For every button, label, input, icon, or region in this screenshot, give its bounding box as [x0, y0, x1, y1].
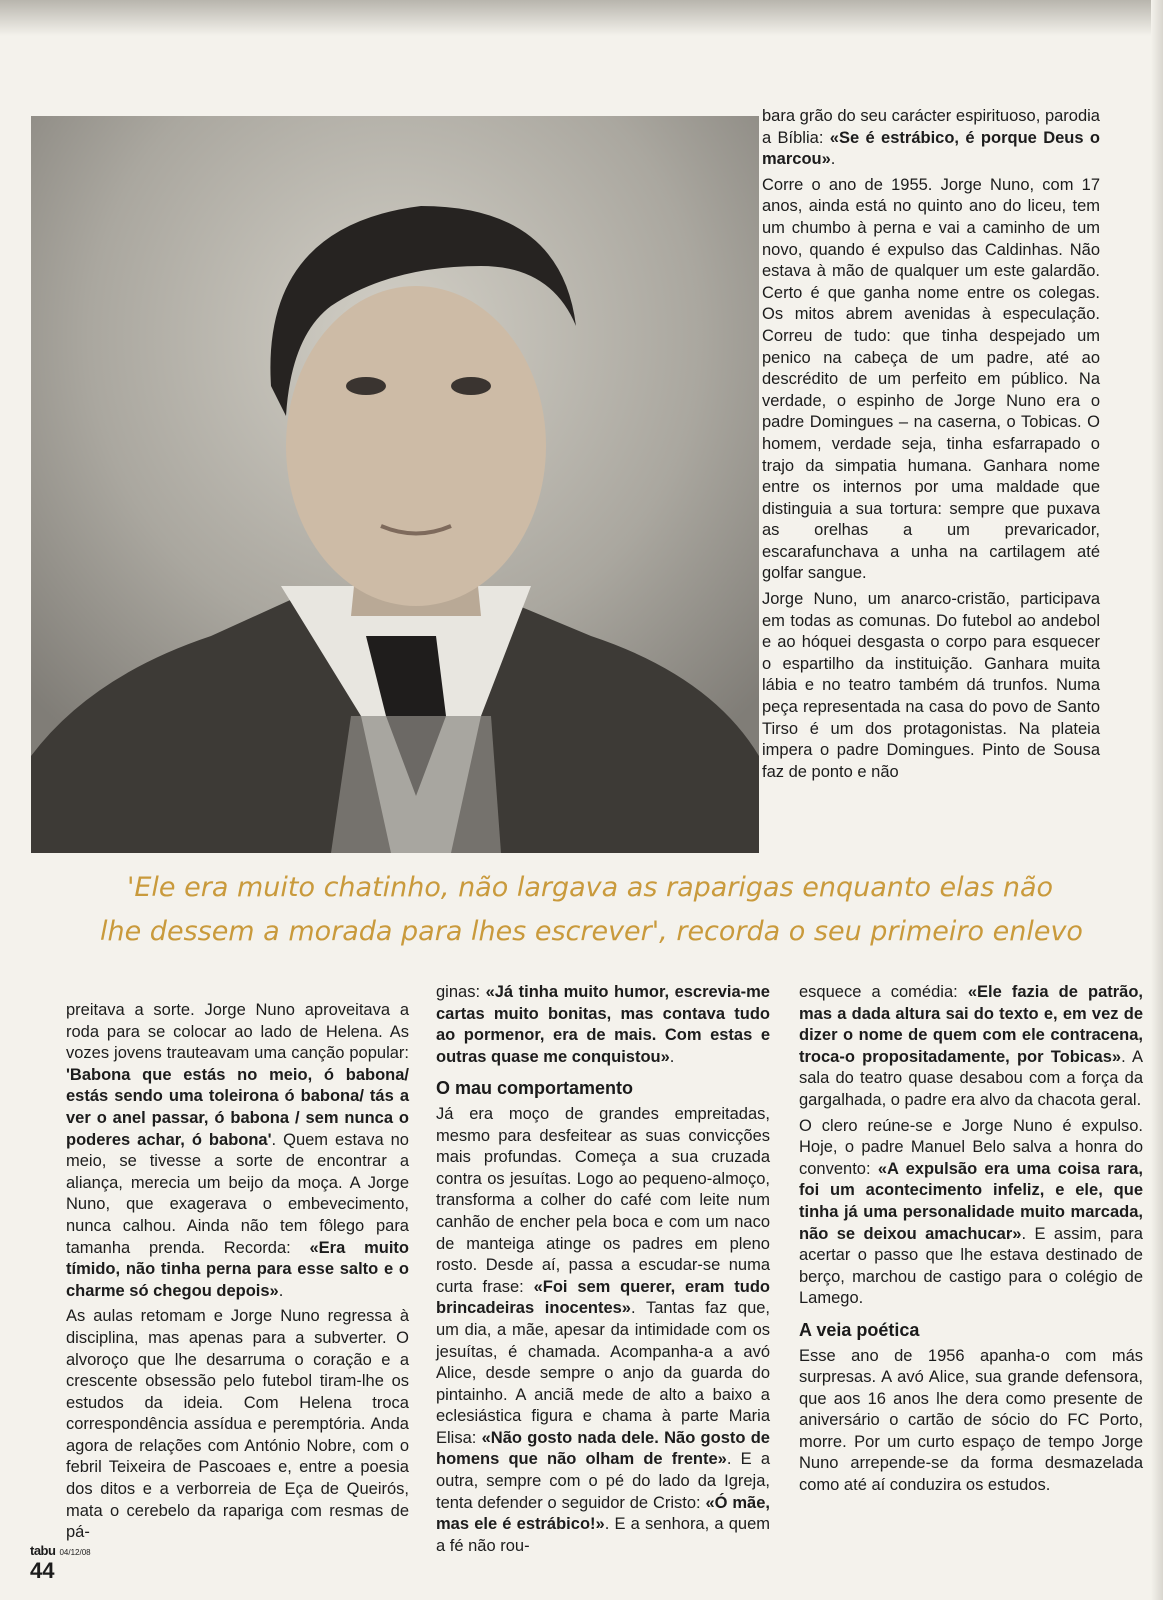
body-text: . Quem estava no meio, se tivesse a sorte de encontrar a aliança, merecia um beijo da moça. A Jorge Nuno, que exagerava o embevecimento, nunca calhou. Ainda não tem fôlego para tamanha prenda. Recorda:	[66, 1130, 409, 1257]
issue-date: 04/12/08	[59, 1548, 91, 1557]
body-text: O clero reúne-se e Jorge Nuno é expulso. Hoje, o padre Manuel Belo salva a honra do convento:	[799, 1116, 1143, 1178]
quote-text: «Se é estrábico, é porque Deus o marcou»	[762, 128, 1100, 169]
body-text: Corre o ano de 1955. Jorge Nuno, com 17 anos, ainda está no quinto ano do liceu, tem um chumbo à perna e vai a caminho de um novo, quando é expulso das Caldinhas. Não estava à mão de qualquer um este galardão. Certo é que ganha nome entre os colegas. Os mitos abrem avenidas à especulação. Correu de tudo: que tinha despejado um penico na cabeça de um padre, até ao descrédito de um perfeito em público. Na verdade, o espinho de Jorge Nuno era o padre Domingues – na caserna, o Tobicas. O homem, verdade seja, tinha esfarrapado o trajo da simpatia humana. Ganhara nome entre os internos por uma maldade que distinguia a sua tortura: sempre que puxava as orelhas a um prevaricador, escarafunchava a unha na cartilagem até golfar sangue.	[762, 175, 1100, 583]
body-text: .	[669, 1047, 675, 1066]
section-heading: A veia poética	[799, 1319, 920, 1340]
pull-quote	[100, 866, 1083, 954]
paragraph	[799, 1346, 1143, 1497]
page-right-edge	[1151, 0, 1163, 1600]
body-text: Já era moço de grandes empreitadas, mesmo para desfeitear as suas convicções mais profundas. Começa a sua cruzada contra os jesuítas. Logo ao pequeno-almoço, transforma a colher do café com leite num canhão de encher pela boca e com um naco de manteiga atinge os padres em pleno rosto. Desde aí, passa a escudar-se numa curta frase:	[436, 1104, 770, 1296]
body-text: As aulas retomam e Jorge Nuno regressa à disciplina, mas apenas para a subverter. O alvoroço que lhe desarruma o coração e a crescente obsessão pelo futebol tiram-lhe os estudos da ideia. Com Helena troca correspondência assídua e peremptória. Anda agora de relações com António Nobre, com o febril Teixeira de Pascoaes e, entre a poesia dos ditos e a verborreia de Eça de Queirós, mata o cerebelo da rapariga com resmas de pá-	[66, 1307, 409, 1542]
quote-text: «Não gosto nada dele. Não gosto de homens que não olham de frente»	[436, 1428, 770, 1469]
body-text: . E assim, para acertar o passo que lhe estava destinado de berço, marchou de castigo para o colégio de Lamego.	[799, 1224, 1143, 1308]
quote-text: «Já tinha muito humor, escrevia-me cartas muito bonitas, mas contava tudo ao pormenor, era de mais. Com estas e outras quase me conquistou»	[436, 983, 770, 1066]
portrait-photo	[31, 116, 759, 853]
body-text: . E a senhora, a quem a fé não rou-	[436, 1515, 770, 1555]
page-number: 44	[30, 1558, 55, 1583]
paragraph	[762, 589, 1100, 783]
pull-quote-line-1: 'Ele era muito chatinho, não largava as raparigas enquanto elas não	[126, 872, 1054, 903]
body-text: .	[278, 1281, 284, 1300]
top-right-column	[762, 106, 1100, 787]
quote-text: «Era muito tímido, não tinha perna para esse salto e o charme só chegou depois»	[66, 1238, 409, 1300]
paragraph	[436, 982, 770, 1068]
quote-text: «Ele fazia de patrão, mas a dada altura sai do texto e, em vez de dizer o nome de quem com ele contracena, troca-o propositadamente, por Tobicas»	[799, 983, 1143, 1066]
body-text: esquece a comédia:	[799, 983, 968, 1001]
body-text: . A sala do teatro quase desabou com a força da gargalhada, o padre era alvo da chacota geral.	[799, 1047, 1143, 1109]
quote-text: 'Babona que estás no meio, ó babona/ estás sendo uma toleirona ó babona/ tás a ver o anel passar, ó babona / sem nunca o poderes achar, ó babona'	[66, 1065, 409, 1149]
paragraph	[799, 982, 1143, 1112]
quote-text: «A expulsão era uma coisa rara, foi um acontecimento infeliz, e ele, que tinha já uma personalidade muito marcada, não se deixou amachucar»	[799, 1159, 1143, 1243]
magazine-name: tabu	[30, 1543, 56, 1558]
quote-text: «Foi sem querer, eram tudo brincadeiras inocentes»	[436, 1277, 771, 1318]
body-text: ginas:	[436, 983, 486, 1001]
quote-text: «Ó mãe, mas ele é estrábico!»	[436, 1493, 770, 1534]
body-text: . E a outra, sempre com o pé do lado da Igreja, tenta defender o seguidor de Cristo:	[436, 1450, 771, 1512]
paragraph	[66, 1000, 409, 1302]
body-text: preitava a sorte. Jorge Nuno aproveitava a roda para se colocar ao lado de Helena. As vozes jovens trauteavam uma canção popular:	[66, 1001, 409, 1063]
article-column-1	[66, 1000, 409, 1548]
pull-quote-line-2: lhe dessem a morada para lhes escrever', recorda o seu primeiro enlevo	[100, 916, 1083, 947]
body-text: . Tantas faz que, um dia, a mãe, apesar da intimidade com os jesuítas, é chamada. Acompanha-a a avó Alice, desde sempre o anjo da guarda do pintainho. A anciã mede de alto a baixo a eclesiástica figura e chama à parte Maria Elisa:	[436, 1299, 770, 1447]
article-column-3	[799, 982, 1143, 1501]
paragraph	[799, 1116, 1143, 1310]
paragraph	[762, 175, 1100, 585]
paragraph	[436, 1104, 770, 1557]
paragraph	[762, 106, 1100, 171]
body-text: Jorge Nuno, um anarco-cristão, participava em todas as comunas. Do futebol ao andebol e ao hóquei desgasta o corpo para esquecer o espartilho da instituição. Ganhara muita lábia e no teatro também dá trunfos. Numa peça representada na casa do povo de Santo Tirso é um dos protagonistas. Na plateia impera o padre Domingues. Pinto de Sousa faz de ponto e não	[762, 590, 1100, 781]
portrait-illustration	[31, 116, 759, 853]
folio	[30, 1542, 91, 1582]
section-heading: O mau comportamento	[436, 1078, 634, 1099]
body-text: Esse ano de 1956 apanha-o com más surpresas. A avó Alice, sua grande defensora, que aos 16 anos lhe dera como presente de aniversário o cartão de sócio do FC Porto, morre. Por um curto espaço de tempo Jorge Nuno arrepende-se da forma desmazelada como até aí conduzira os estudos.	[799, 1346, 1143, 1495]
article-column-2	[436, 982, 770, 1561]
page-top-shadow	[0, 0, 1163, 36]
body-text: bara grão do seu carácter espirituoso, parodia a Bíblia:	[762, 107, 1100, 147]
paragraph	[66, 1306, 409, 1544]
body-text: .	[830, 150, 836, 169]
